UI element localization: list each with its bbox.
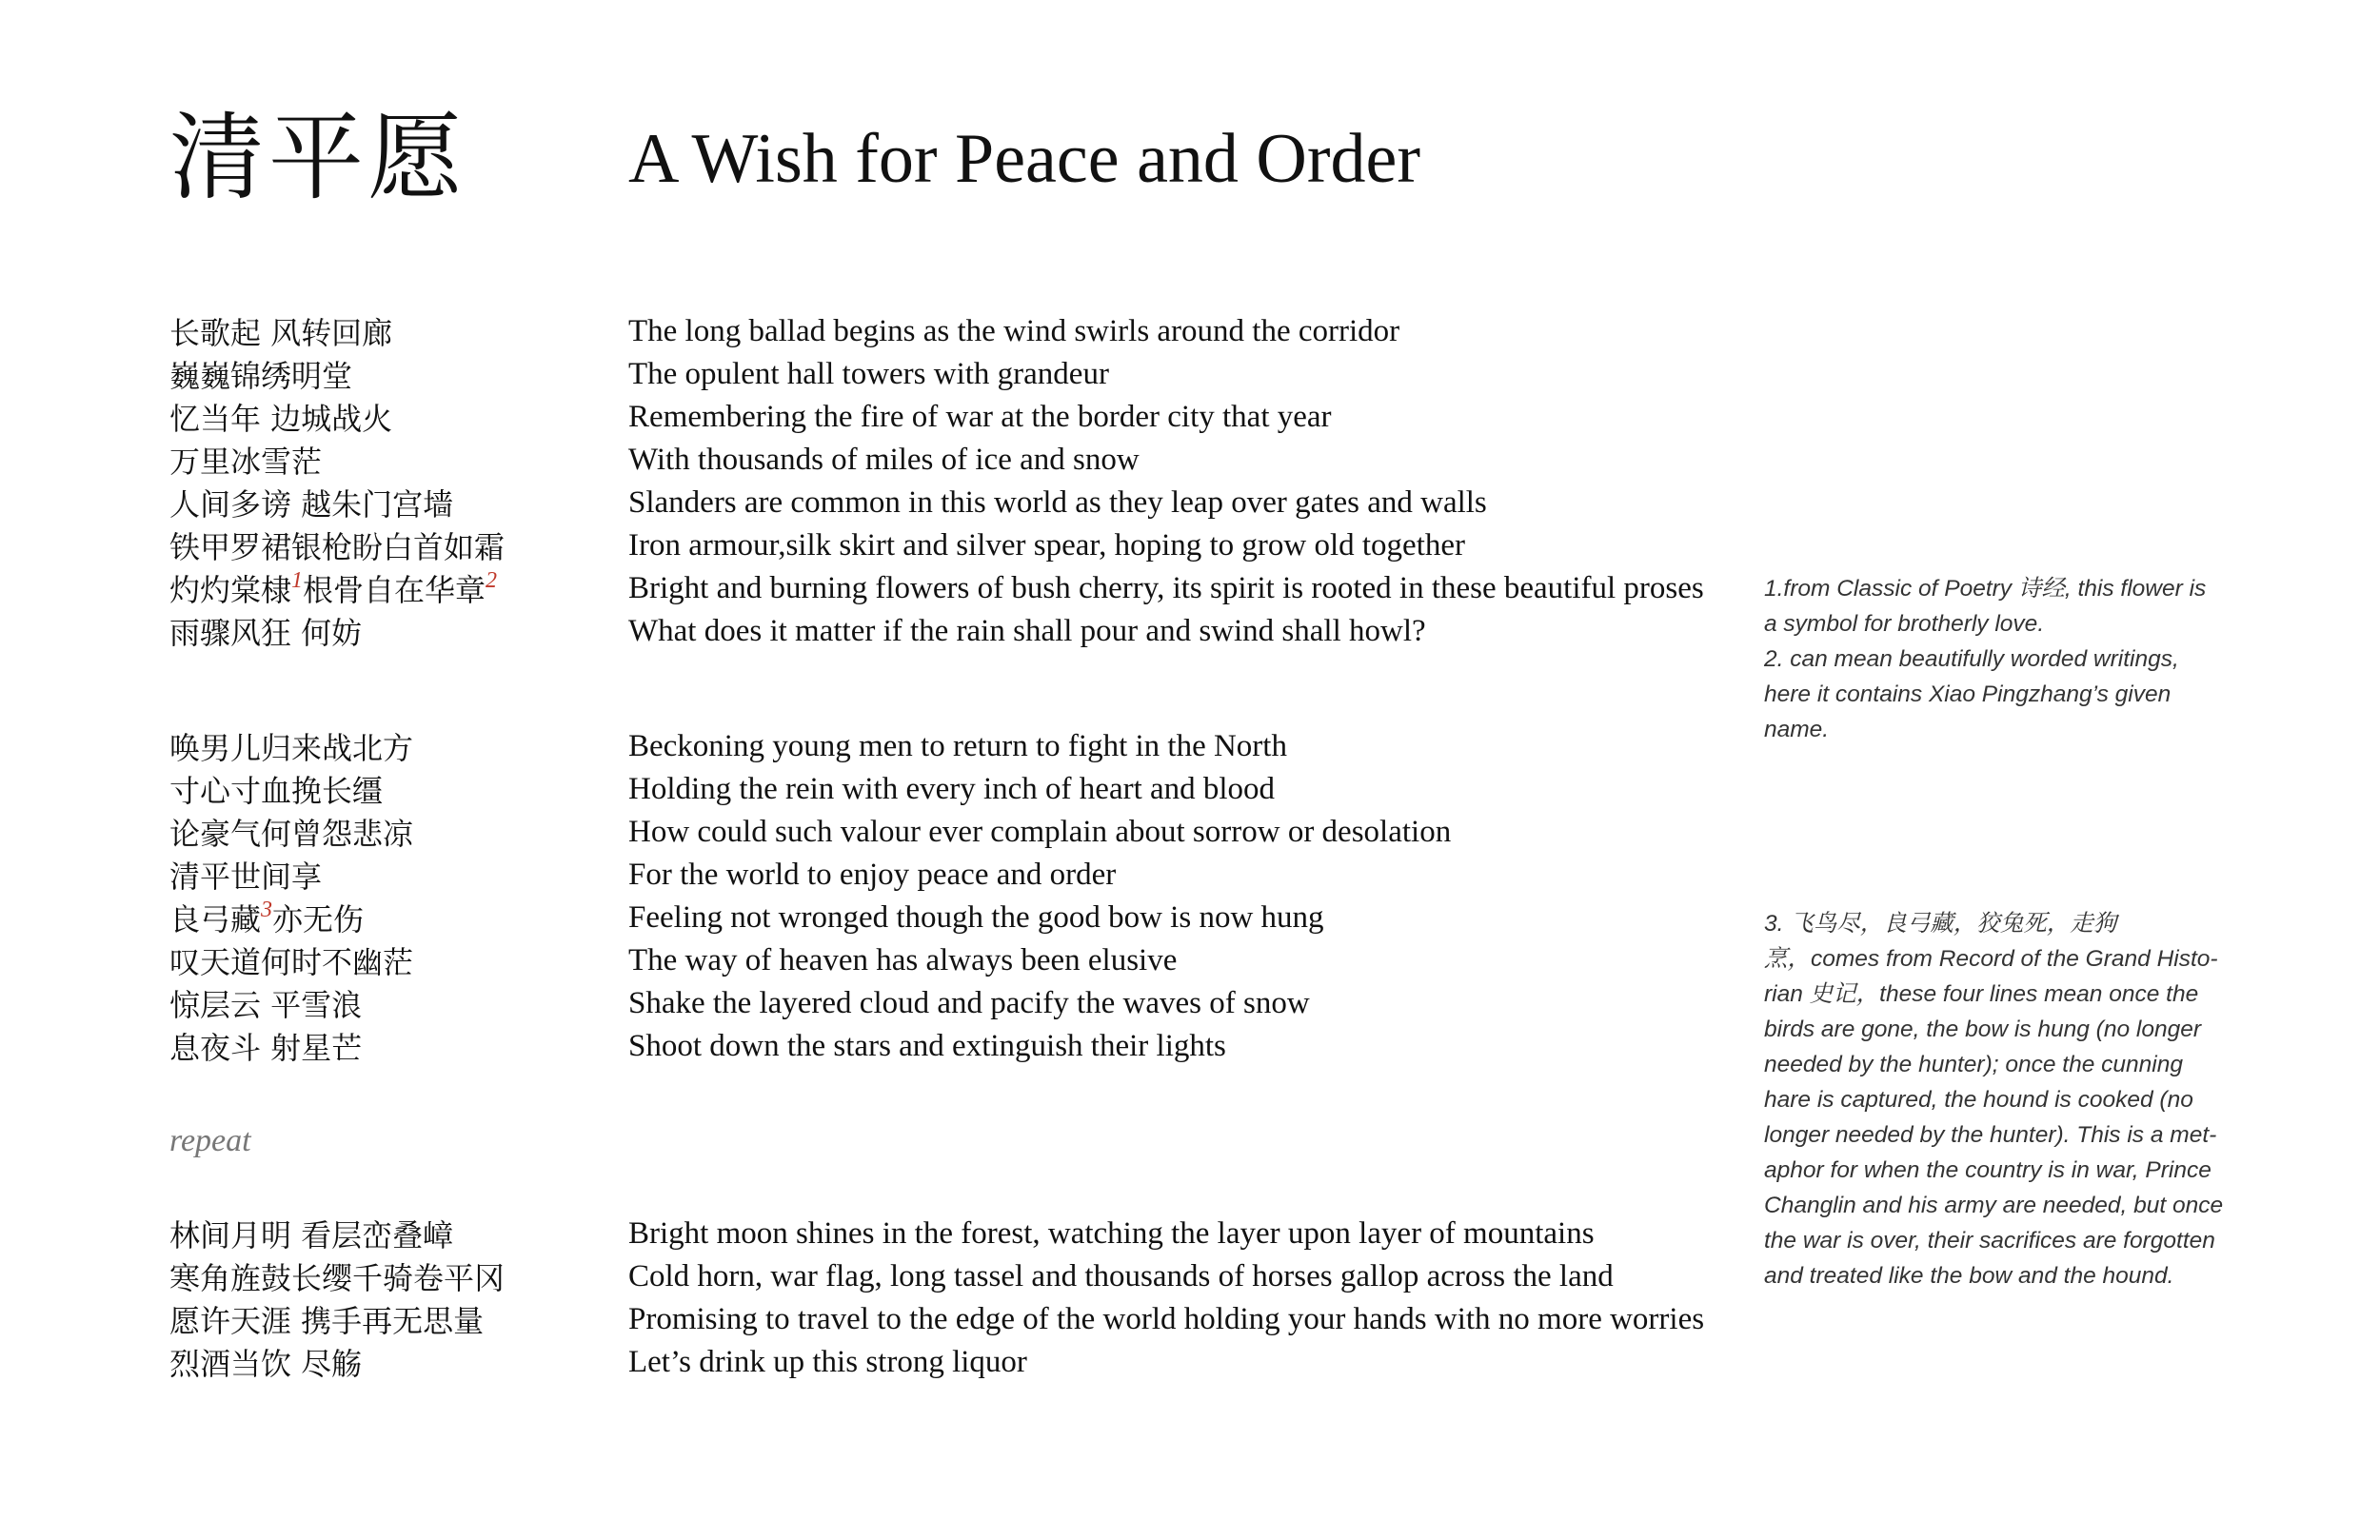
note-line: longer needed by the hunter). This is a met- bbox=[1764, 1122, 2217, 1148]
footnote-3 bbox=[1764, 906, 2240, 1293]
zh-line: 烈酒当饮 尽觞 bbox=[169, 1346, 363, 1382]
note-line: 2. can mean beautifully worded writings, bbox=[1764, 646, 2179, 672]
note-line: aphor for when the country is in war, Prince bbox=[1764, 1157, 2211, 1183]
note-line: hare is captured, the hound is cooked (no bbox=[1764, 1087, 2193, 1113]
stanza-3-chinese bbox=[169, 1214, 505, 1386]
stanza-1-english bbox=[628, 310, 1704, 653]
zh-line: 长歌起 风转回廊 bbox=[169, 315, 393, 351]
note-line: rian 史记，these four lines mean once the bbox=[1764, 981, 2199, 1007]
footnote-mark-1: 1 bbox=[291, 568, 304, 593]
chinese-title: 清平愿 bbox=[169, 102, 466, 213]
note-line: needed by the hunter); once the cunning bbox=[1764, 1052, 2183, 1077]
en-line: With thousands of miles of ice and snow bbox=[628, 443, 1140, 477]
note-line: 1.from Classic of Poetry 诗经, this flower is bbox=[1764, 576, 2207, 602]
note-line: birds are gone, the bow is hung (no longer bbox=[1764, 1017, 2201, 1042]
zh-line-with-footnotes bbox=[169, 569, 505, 612]
note-line: and treated like the bow and the hound. bbox=[1764, 1263, 2174, 1289]
stanza-3-english bbox=[628, 1213, 1704, 1384]
repeat-label: repeat bbox=[169, 1123, 251, 1158]
en-line: Remembering the fire of war at the border city that year bbox=[628, 400, 1332, 434]
zh-line: 忆当年 边城战火 bbox=[169, 401, 393, 437]
zh-line: 息夜斗 射星芒 bbox=[169, 1030, 363, 1066]
zh-line: 叹天道何时不幽茫 bbox=[169, 944, 414, 980]
en-line: Iron armour,silk skirt and silver spear, hoping to grow old together bbox=[628, 528, 1466, 563]
english-title: A Wish for Peace and Order bbox=[628, 120, 1420, 198]
zh-line: 唤男儿归来战北方 bbox=[169, 730, 414, 766]
en-line: Let’s drink up this strong liquor bbox=[628, 1345, 1027, 1379]
note-line: the war is over, their sacrifices are forgotten bbox=[1764, 1228, 2215, 1254]
zh-line: 人间多谤 越朱门宫墙 bbox=[169, 486, 454, 523]
en-line: Shoot down the stars and extinguish their lights bbox=[628, 1029, 1226, 1063]
en-line: Promising to travel to the edge of the world holding your hands with no more worries bbox=[628, 1302, 1705, 1336]
stanza-2-english bbox=[628, 725, 1451, 1068]
note-line: a symbol for brotherly love. bbox=[1764, 611, 2045, 637]
zh-line: 寒角旌鼓长缨千骑卷平冈 bbox=[169, 1260, 506, 1296]
en-line: Slanders are common in this world as they leap over gates and walls bbox=[628, 485, 1487, 520]
stanza-1-chinese bbox=[169, 312, 505, 655]
en-line: Cold horn, war flag, long tassel and thousands of horses gallop across the land bbox=[628, 1259, 1614, 1293]
note-line: here it contains Xiao Pingzhang’s given bbox=[1764, 681, 2172, 707]
zh-line: 林间月明 看层峦叠嶂 bbox=[169, 1217, 454, 1254]
en-line: For the world to enjoy peace and order bbox=[628, 858, 1117, 892]
zh-segment: 灼灼棠棣 bbox=[169, 572, 292, 608]
zh-line: 愿许天涯 携手再无思量 bbox=[169, 1303, 485, 1339]
zh-line: 惊层云 平雪浪 bbox=[169, 987, 363, 1023]
en-line: Feeling not wronged though the good bow is now hung bbox=[628, 900, 1324, 935]
note-line: 烹，comes from Record of the Grand Histo- bbox=[1764, 946, 2218, 972]
zh-line: 巍巍锦绣明堂 bbox=[169, 358, 353, 394]
en-line: Holding the rein with every inch of heart and blood bbox=[628, 772, 1276, 806]
zh-line-with-footnote bbox=[169, 898, 413, 941]
zh-segment: 良弓藏 bbox=[169, 901, 262, 938]
zh-segment: 根骨自在华章 bbox=[303, 572, 486, 608]
stanza-2-chinese bbox=[169, 727, 413, 1070]
zh-line: 清平世间享 bbox=[169, 859, 323, 895]
note-line: Changlin and his army are needed, but once bbox=[1764, 1193, 2224, 1218]
footnote-1-2 bbox=[1764, 571, 2240, 747]
zh-line: 论豪气何曾怨悲凉 bbox=[169, 816, 414, 852]
en-line: Bright moon shines in the forest, watching the layer upon layer of mountains bbox=[628, 1216, 1595, 1251]
footnote-mark-3: 3 bbox=[261, 898, 273, 922]
note-line: 3. 飞鸟尽，良弓藏，狡兔死，走狗 bbox=[1764, 911, 2117, 937]
en-line: Beckoning young men to return to fight in the North bbox=[628, 729, 1287, 763]
en-line: Bright and burning flowers of bush cherry, its spirit is rooted in these beautiful proses bbox=[628, 571, 1704, 605]
footnote-mark-2: 2 bbox=[486, 568, 498, 593]
zh-line: 万里冰雪茫 bbox=[169, 444, 323, 480]
zh-line: 铁甲罗裙银枪盼白首如霜 bbox=[169, 529, 506, 565]
en-line: The long ballad begins as the wind swirls around the corridor bbox=[628, 314, 1400, 348]
en-line: The opulent hall towers with grandeur bbox=[628, 357, 1109, 391]
en-line: Shake the layered cloud and pacify the waves of snow bbox=[628, 986, 1310, 1020]
en-line: The way of heaven has always been elusive bbox=[628, 943, 1178, 977]
zh-line: 寸心寸血挽长缰 bbox=[169, 773, 384, 809]
zh-line: 雨骤风狂 何妨 bbox=[169, 615, 363, 651]
en-line: What does it matter if the rain shall pour and swind shall howl? bbox=[628, 614, 1426, 648]
note-line: name. bbox=[1764, 717, 1830, 742]
zh-segment: 亦无伤 bbox=[272, 901, 365, 938]
en-line: How could such valour ever complain about sorrow or desolation bbox=[628, 815, 1452, 849]
